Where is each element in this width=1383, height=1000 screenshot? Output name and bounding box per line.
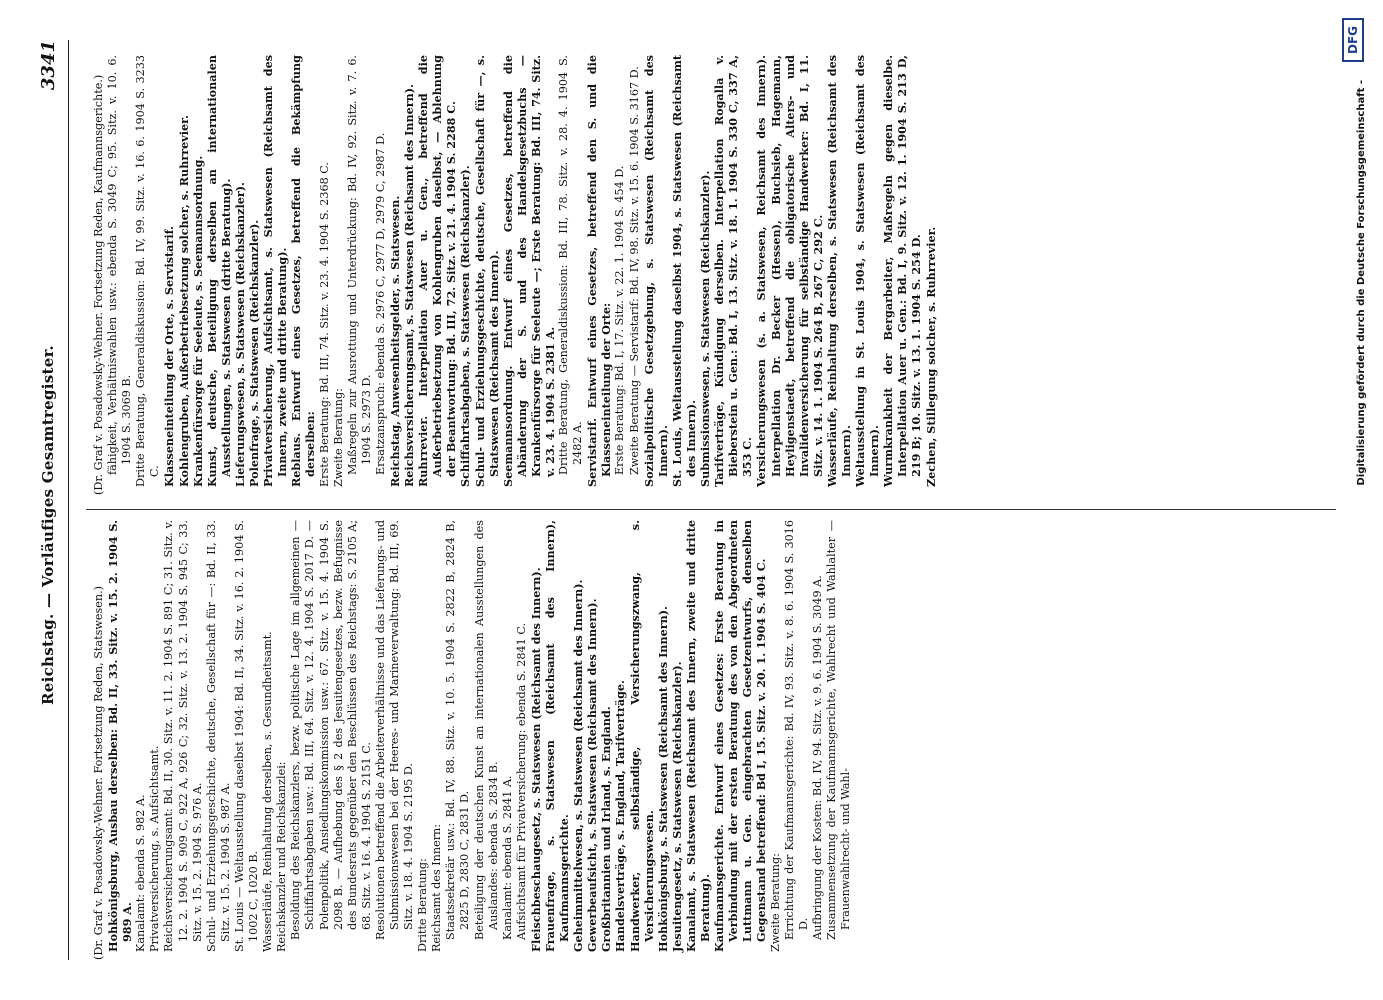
entry: Sozialpolitische Gesetzgebung, s. Statswesen (Reichsamt des Innern).	[641, 55, 670, 487]
entry: Erste Beratung: Bd. I, 17. Sitz. v. 22. 1. 1904 S. 454 D.	[613, 165, 627, 475]
page-number: 3341	[37, 40, 59, 91]
dfg-logo: DFG	[1342, 18, 1364, 62]
entry: Reichstag, Anwesenheitsgelder, s. Statswesen.	[387, 195, 402, 487]
column-divider	[86, 509, 1336, 510]
entry: Reichsversicherungsamt, s. Statswesen (Reichsamt des Innern).	[402, 84, 417, 487]
running-title: Reichstag. — Vorläufiges Gesamtregister.	[39, 345, 57, 706]
entry: Gewerbeaufsicht, s. Statswesen (Reichsamt des Innern).	[585, 598, 600, 952]
entry: Privatversicherung, Aufsichtsamt, s. Statswesen (Reichsamt des Innern, zweite und dritte Beratung).	[261, 55, 290, 487]
entry: Reblaus. Entwurf eines Gesetzes, betreffend die Bekämpfung derselben:	[289, 55, 318, 487]
entry: Hohkönigsburg, s. Statswesen (Reichsamt des Innern).	[655, 606, 670, 952]
entry: St. Louis, Weltausstellung daselbst 1904, s. Statswesen (Reichsamt des Innern).	[669, 55, 698, 487]
entry: Kunst, deutsche, Beteiligung derselben an internationalen Ausstellungen, s. Statswesen (dritte Beratung).	[204, 55, 233, 487]
entry: Versicherungswesen (s. a. Statswesen, Reichsamt des Innern). Interpellation Dr. Becker (Hessen), Buchsieb, Hagemann, Heyligenstaedt, betreffend die obligatorische Alters- und Invalidenversicherung für selbständige Handwerker: Bd. I, 11. Sitz. v. 14. 1. 1904 S. 264 B, 267 C, 292 C.	[754, 55, 825, 487]
entry: Schul- und Erziehungsgeschichte, deutsche, Gesellschaft für —, s. Statswesen (Reichsamt des Innern).	[472, 55, 501, 487]
entry: Errichtung der Kaufmannsgerichte: Bd. IV, 93. Sitz. v. 8. 6. 1904 S. 3016 D.	[782, 520, 810, 940]
entry: Resolutionen betreffend die Arbeiterverhältnisse und das Lieferungs- und Submissionswesen bei der Heeres- und Marineverwaltung: Bd. III, 69. Sitz. v. 18. 4. 1904 S. 2195 D.	[373, 520, 416, 940]
entry: Schul- und Erziehungsgeschichte, deutsche, Gesellschaft für —: Bd. II, 33. Sitz. v. 15. 2. 1904 S. 987 A.	[204, 520, 232, 952]
entry: Wasserläufe, Reinhaltung derselben, s. Statswesen (Reichsamt des Innern).	[824, 55, 853, 487]
entry: Reichsamt des Innern:	[430, 823, 444, 952]
entry: Kanalamt, s. Statswesen (Reichsamt des Innern, zweite und dritte Beratung).	[683, 520, 713, 952]
entry: Lieferungswesen, s. Statswesen (Reichskanzler).	[232, 182, 247, 487]
entry: Kohlengruben, Außerbetriebsetzung solcher, s. Ruhrrevier.	[176, 115, 191, 487]
entry: Zusammensetzung der Kaufmannsgerichte, Wahlrecht und Wahlalter — Frauenwahlrecht- und Wahl-	[824, 520, 852, 940]
entry: Ruhrrevier. Interpellation Auer u. Gen., betreffend die Außerbetriebsetzung von Kohlengruben daselbst, — Ablehnung der Beantwortung: Bd. III, 72. Sitz. v. 21. 4. 1904 S. 2288 C.	[416, 55, 459, 487]
entry: St. Louis — Weltausstellung daselbst 1904: Bd. II, 34. Sitz. v. 16. 2. 1904 S. 1002 C, 1020 B.	[232, 520, 261, 952]
entry: (Dr. Graf v. Posadowsky-Wehner. Fortsetzung Reden, Statswesen.)	[92, 586, 105, 960]
entry: Aufbringung der Kosten: Bd. IV, 94. Sitz. v. 9. 6. 1904 S. 3049 A.	[810, 575, 824, 940]
entry: Wurmkrankheit der Bergarbeiter, Maßregeln gegen dieselbe. Interpellation Auer u. Gen.: Bd. I, 9. Sitz. v. 12. 1. 1904 S. 213 D, 219 B; 10. Sitz. v. 13. 1. 1904 S. 254 D.	[881, 55, 924, 487]
entry: Kanalamt: ebenda S. 2841 A.	[500, 775, 514, 940]
page-header	[28, 40, 69, 960]
entry: Polenfrage, s. Statswesen (Reichskanzler).	[247, 219, 262, 487]
entry: Staatssekretär usw.: Bd. IV, 88. Sitz. v. 10. 5. 1904 S. 2822 B, 2824 B, 2825 D, 2830 C, 2831 D.	[444, 520, 472, 940]
entry: Frauenfrage, s. Statswesen (Reichsamt des Innern), Kaufmannsgerichte.	[543, 520, 572, 952]
entry: Tarifverträge, Kündigung derselben. Interpellation Rogalla v. Bieberstein u. Gen.: Bd. I, 13. Sitz. v. 18. 1. 1904 S. 330 C, 337 A, 353 C.	[712, 55, 755, 487]
entry: Zweite Beratung:	[331, 388, 345, 487]
right-column	[92, 55, 1332, 495]
digitization-note: Digitalisierung gefördert durch die Deutsche Forschungsgemeinschaft -	[1356, 80, 1367, 486]
entry: Zechen, Stillegung solcher, s. Ruhrrevier.	[923, 226, 938, 487]
entry: Zweite Beratung — Servistarif: Bd. IV, 98. Sitz. v. 15. 6. 1904 S. 3167 D.	[627, 66, 641, 475]
entry: Maßregeln zur Ausrottung und Unterdrückung: Bd. IV, 92. Sitz. v. 7. 6. 1904 S. 2973 D.	[345, 55, 373, 475]
entry: Kaufmannsgerichte. Entwurf eines Gesetzes: Erste Beratung in Verbindung mit der ersten Beratung des von den Abgeordneten Luttmann u. Gen. eingebrachten Gesetzentwurfs, denselben Gegenstand betreffend: Bd I, 15. Sitz. v. 20. 1. 1904 S. 404 C.	[712, 520, 769, 952]
entry: Dritte Beratung:	[416, 858, 430, 952]
entry: Erste Beratung: Bd. III, 74. Sitz. v. 23. 4. 1904 S. 2368 C.	[317, 162, 331, 487]
entry: Geheimmittelwesen, s. Statswesen (Reichsamt des Innern).	[571, 579, 586, 952]
entry: Privatversicherung, s. Aufsichtsamt.	[148, 745, 162, 952]
entry: Seemannsordnung. Entwurf eines Gesetzes, betreffend die Abänderung der S. und des Handelsgesetzbuchs — Krankenfürsorge für Seeleute —; Erste Beratung: Bd. III, 74. Sitz. v. 23. 4. 1904 S. 2381 A.	[500, 55, 557, 487]
entry: Zweite Beratung:	[768, 853, 782, 952]
left-column	[92, 520, 1332, 960]
entry: Dritte Beratung, Generaldiskussion: Bd. III, 78. Sitz. v. 28. 4. 1904 S. 2482 A.	[557, 55, 585, 475]
entry: Schiffahrtsabgaben, s. Statswesen (Reichskanzler).	[458, 165, 473, 487]
entry: fähigkeit, Verhältniswahlen usw.: ebenda S. 3049 C; 95. Sitz. v. 10. 6. 1904 S. 3069 B.	[106, 55, 134, 475]
entry: Wasserläufe, Reinhaltung derselben, s. Gesundheitsamt.	[261, 631, 275, 952]
entry: Besoldung des Reichskanzlers, bezw. politische Lage im allgemeinen — Schiffahrtsabgaben usw.: Bd. III, 64. Sitz. v. 12. 4. 1904 S. 2017 D. — Polenpolitik, Ansiedlungskommission usw.: 67. Sitz. v. 15. 4. 1904 S. 2098 B. — Aufhebung des § 2 des Jesuitengesetzes, bezw. Befugnisse des Bundesrats gegenüber den Beschlüssen des Reichstags: S. 2105 A; 68. Sitz. v. 16. 4. 1904 S. 2151 C.	[289, 520, 373, 940]
entry: Klasseneinteilung der Orte, s. Servistarif.	[162, 226, 177, 487]
digitization-strip	[1330, 0, 1383, 1000]
entry: Handelsverträge, s. England, Tarifverträge.	[613, 680, 628, 952]
entry: Dritte Beratung, Generaldiskussion: Bd. IV, 99. Sitz. v. 16. 6. 1904 S. 3233 C.	[134, 55, 162, 487]
entry: Ersatzanspruch: ebenda S. 2976 C, 2977 D, 2979 C, 2987 D.	[373, 132, 387, 475]
entry: Aufsichtsamt für Privatversicherung: ebenda S. 2841 C.	[514, 622, 528, 940]
entry: Hohkönigsburg, Ausbau derselben: Bd. II, 33. Sitz. v. 15. 2. 1904 S. 989 A.	[106, 520, 135, 952]
entry: Weltausstellung in St. Louis 1904, s. Statswesen (Reichsamt des Innern).	[853, 55, 882, 487]
entry: Fleischbeschaugesetz, s. Statswesen (Reichsamt des Innern).	[528, 567, 543, 952]
entry: Jesuitengesetz, s. Statswesen (Reichskanzler).	[669, 661, 684, 952]
entry: Reichskanzler und Reichskanzlei:	[275, 761, 289, 952]
entry: Beteiligung der deutschen Kunst an internationalen Ausstellungen des Auslandes: ebenda S. 2834 B.	[472, 520, 500, 940]
entry: Submissionswesen, s. Statswesen (Reichskanzler).	[698, 170, 713, 487]
entry: Servistarif. Entwurf eines Gesetzes, betreffend den S. und die Klasseneinteilung der Orte:	[585, 55, 614, 487]
entry: Kanalamt: ebenda S. 982 A.	[134, 794, 148, 952]
entry: Handwerker, selbständige, Versicherungszwang, s. Versicherungswesen.	[627, 520, 656, 952]
entry: Reichsversicherungsamt: Bd. II, 30. Sitz. v. 11. 2. 1904 S. 891 C; 31. Sitz. v. 12. 2. 1904 S. 909 C, 922 A, 926 C; 32. Sitz. v. 13. 2. 1904 S. 945 C; 33. Sitz. v. 15. 2. 1904 S. 976 A.	[162, 520, 204, 952]
entry: Krankenfürsorge für Seeleute, s. Seemannsordnung.	[190, 155, 205, 487]
entry: Großbritannien und Irland, s. England.	[599, 706, 614, 952]
entry: (Dr. Graf v. Posadowsky-Wehner. Fortsetzung Reden, Kaufmannsgerichte.)	[92, 74, 105, 495]
